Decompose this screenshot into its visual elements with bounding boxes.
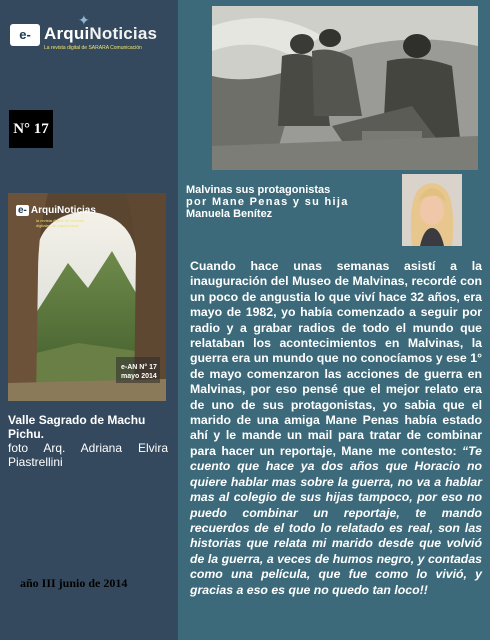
article-header (186, 184, 396, 220)
cover-photo (8, 193, 166, 401)
issue-date: año III junio de 2014 (20, 576, 128, 590)
caption-credit: foto Arq. Adriana Elvira Piastrellini (8, 441, 168, 469)
brand-logo (10, 12, 160, 58)
article-title: Malvinas sus protagonistas (186, 184, 331, 196)
bird-icon: ✦ (78, 12, 90, 28)
article-quote: “Te cuento que hace ya dos años que Horacio no quiere hablar mas sobre la guerra, no va a hablar mas al colegio de sus hijas tampoco, por eso no puedo combinar un reportaje, te mando recuerdos de el todo lo relatado es real, son las historias que relata mi marido desde que volvió de la guerra, a veces de humos negro, y contadas como una película, que fue como lo vivió, y gracias a eso es que no quedo tan loco!! (190, 443, 482, 597)
soldiers-photo (212, 6, 478, 170)
logo-name-part2: Noticias (89, 24, 158, 43)
left-sidebar (0, 0, 178, 640)
article-byline-2: Manuela Benítez (186, 208, 273, 220)
issue-number: N° 17 (9, 110, 53, 148)
caption-title: Valle Sagrado de Machu Pichu. (8, 413, 146, 441)
article-body-text: Cuando hace unas semanas asistí a la inauguración del Museo de Malvinas, recordé con un poco de angustia lo que viví hace 32 años, era mayo de 1982, yo había comenzado a seguir por radio y a grabar radios de todo el mundo que relataban los acontecimientos en Malvinas, la guerra era un mundo que no conocíamos y ese 1° de mayo comenzaron las acciones de guerra en Malvinas, por eso pensé que el mejor relato era de uno de sus protagonistas, yo sabia que el marido de una amiga Mane Penas había estado ahí y le mande un mail para tratar de combinar para hacer un reportaje, Mane me contesto: (190, 259, 482, 458)
logo-mark: e- (10, 24, 40, 46)
cover-logo-mark: e- (18, 205, 27, 216)
cover-logo-name: ArquiNoticias (30, 205, 96, 216)
cover-issue-number: e-AN N° 17 (121, 364, 157, 371)
soldiers-illustration (212, 6, 478, 170)
cover-logo (16, 205, 96, 216)
author-portrait (402, 174, 462, 246)
cover-issue-date: mayo 2014 (121, 373, 157, 380)
cover-caption (8, 413, 168, 469)
woman-portrait-illustration (402, 174, 462, 246)
article-body (190, 259, 482, 598)
article-byline: por Mane Penas y su hija (186, 196, 349, 208)
logo-tagline: La revista digital de SARARA Comunicación (44, 45, 142, 51)
logo-name-part1: Arqui (44, 24, 90, 43)
cover-logo-sub: la revista digital de noticias digitales de arquitectura (36, 218, 84, 228)
logo-name (44, 24, 157, 44)
cover-issue (121, 363, 157, 381)
